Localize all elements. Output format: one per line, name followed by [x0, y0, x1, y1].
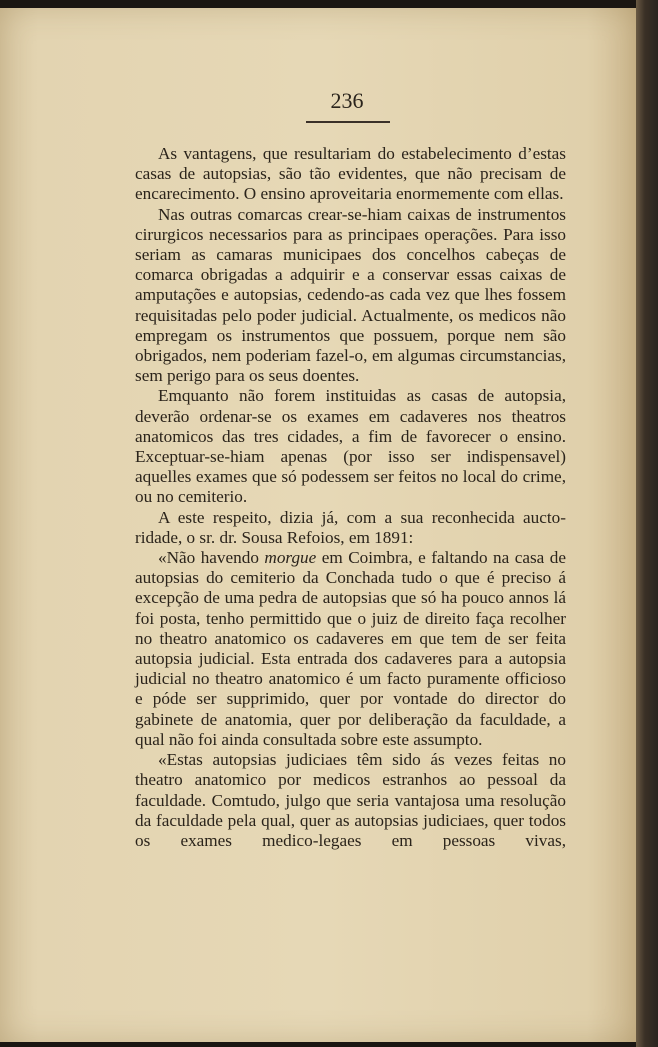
quote-text-after: em Coimbra, e faltando na casa de autopsias do cemiterio da Conchada tudo o que é preciso á excepção de uma pedra de autopsias que só ha pouco annos lá foi posta, tenho permittido que o juiz de direito faça recolher no theatro anatomico os cadaveres em que tem de ser feita autopsia judicial. Esta entrada dos cadaveres para a autopsia judicial no theatro anatomico é um facto puramente officioso e póde ser supprimido, quer por vontade do director do gabinete de anatomia, quer por deliberação da faculdade, a qual não foi ainda consultada sobre este assumpto. [135, 548, 566, 749]
body-text [135, 144, 566, 851]
quote-text-before: «Não havendo [158, 548, 265, 568]
paragraph-2: Nas outras comarcas crear-se-hiam caixas de instrumentos cirurgicos necessarios para as principaes operações. Para isso seriam as camaras municipaes dos concelhos cabeças de comarca obrigadas a adquirir e a conservar essas caixas de amputações e autopsias, cedendo-as cada vez que lhes fossem requisitadas pelo poder judicial. Actualmente, os medicos não empregam os instrumentos que possuem, porque nem são obrigados, nem poderiam fazel-o, em algumas circumstancias, sem perigo para os seus doentes. [135, 204, 566, 386]
paragraph-3: Emquanto não forem instituidas as casas de autopsia, deverão ordenar-se os exames em cadaveres nos theatros anatomicos das tres cidades, a fim de favorecer o ensino. Exceptuar-se-hiam apenas (por isso ser indispensavel) aquelles exames que só podessem ser feitos no local do crime, ou no cemiterio. [135, 386, 566, 507]
quote-paragraph-2: «Estas autopsias judiciaes têm sido ás vezes feitas no theatro anatomico por medicos estranhos ao pessoal da faculdade. Comtudo, julgo que seria vantajosa uma resolução da faculdade pela qual, quer as autopsias judiciaes, quer todos os exames medico-legaes em pessoas vivas, [135, 750, 566, 850]
quote-paragraph-1 [135, 548, 566, 750]
paragraph-1: As vantagens, que resultariam do estabelecimento d’estas casas de autopsias, são tão evidentes, que não precisam de encarecimento. O ensino aproveitaria enormemente com ellas. [135, 144, 566, 204]
page-number: 236 [330, 88, 364, 113]
book-binding-edge [636, 0, 658, 1047]
paragraph-4: A este respeito, dizia já, com a sua reconhecida auctoridade, o sr. dr. Sousa Refoios, em 1891: [135, 507, 566, 547]
quote-italic-word: morgue [264, 548, 317, 568]
page-number-rule [306, 121, 390, 123]
